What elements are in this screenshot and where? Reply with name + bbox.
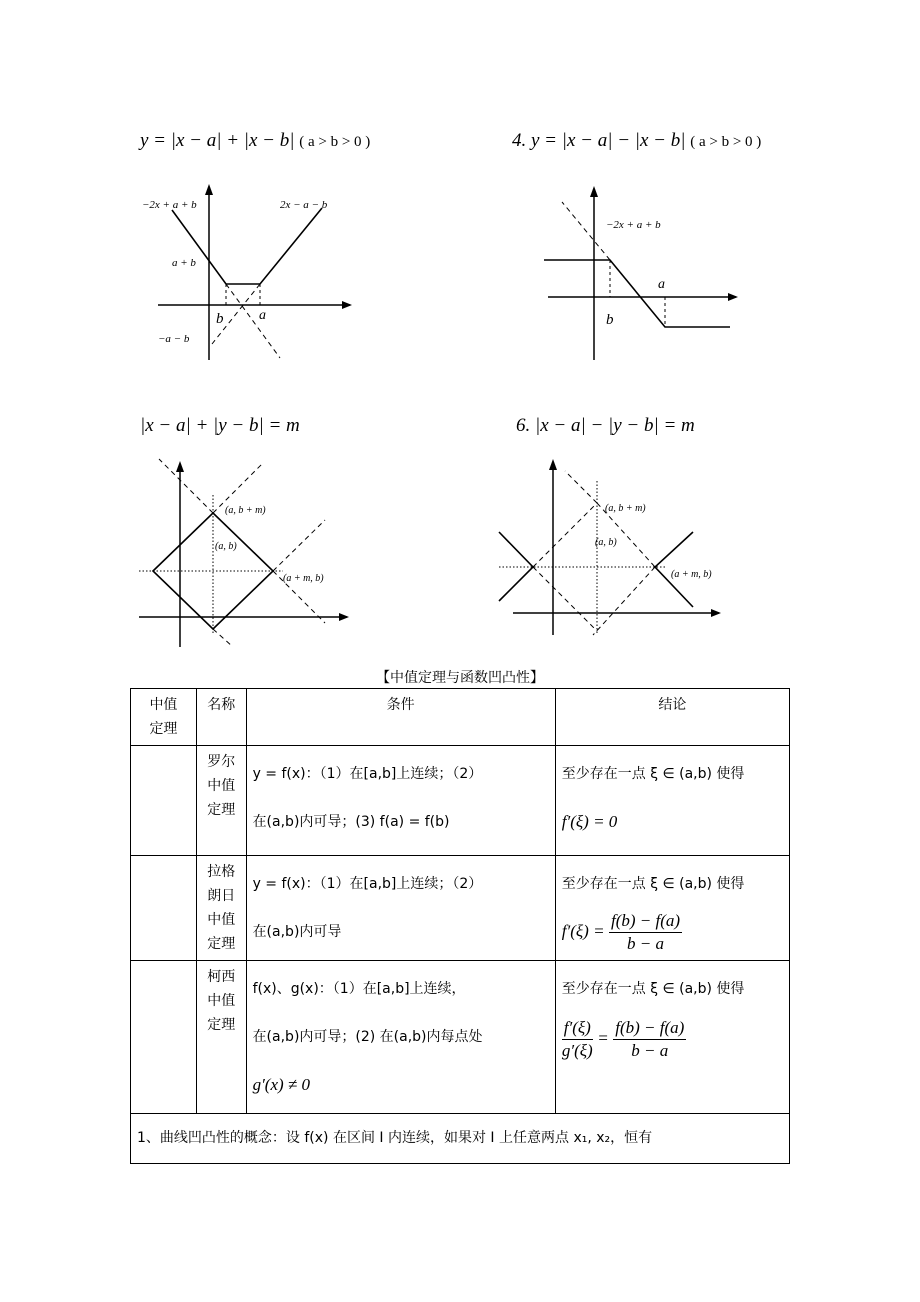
label-right-point: (a + m, b) [671, 569, 712, 580]
equation-4-condition: ( a > b > 0 ) [690, 134, 762, 150]
cauchy-cond-line2: 在(a,b)内可导；(2) 在(a,b)内每点处 [252, 1029, 483, 1045]
header-theorem: 中值 定理 [131, 689, 197, 746]
equation-4-text: 4. y = |x − a| − |x − b| [512, 130, 686, 151]
label-line: −2x + a + b [606, 219, 661, 231]
equation-5 [140, 415, 300, 437]
lagrange-denominator: b − a [627, 934, 665, 953]
table-title: 【中值定理与函数凹凸性】 [376, 670, 544, 686]
figure-6-graph [495, 455, 730, 645]
concavity-definition: 1、曲线凹凸性的概念：设 f(x) 在区间 I 内连续，如果对 I 上任意两点 x₁, x₂，恒有 [131, 1114, 790, 1164]
rolle-concl-line1: 至少存在一点 ξ ∈ (a,b) 使得 [561, 766, 745, 782]
cauchy-rhs-denominator: b − a [631, 1041, 669, 1060]
dashed-ext-1 [159, 459, 213, 513]
equation-5-text: |x − a| + |y − b| = m [140, 415, 300, 436]
x-axis-arrow [342, 301, 352, 309]
equation-6 [516, 415, 695, 437]
x-axis-arrow [711, 609, 721, 617]
header-conclusion: 结论 [555, 689, 789, 746]
graph-line [172, 208, 322, 284]
table-row-rolle [131, 746, 790, 856]
y-axis-arrow [590, 186, 598, 197]
dashed-extension-left [226, 284, 280, 358]
dashed-4 [533, 567, 597, 631]
rolle-name: 罗尔中值定理 [196, 746, 246, 856]
rolle-condition [246, 746, 555, 856]
lagrange-cond-line1: y = f(x)：（1）在[a,b]上连续；（2） [252, 876, 483, 892]
rolle-blank-cell [131, 746, 197, 856]
rolle-cond-line2: 在(a,b)内可导；(3) f(a) = f(b) [252, 814, 450, 830]
label-x-b: b [606, 312, 614, 328]
cauchy-rhs-fraction [613, 1017, 686, 1062]
lagrange-blank-cell [131, 856, 197, 961]
x-axis-arrow [339, 613, 349, 621]
figure-4-graph [540, 180, 750, 365]
cauchy-condition [246, 961, 555, 1114]
label-left-line: −2x + a + b [142, 199, 197, 211]
cauchy-conclusion [555, 961, 789, 1114]
rolle-concl-line2: f′(ξ) = 0 [561, 812, 618, 831]
table-header-row [131, 689, 790, 746]
cauchy-blank-cell [131, 961, 197, 1114]
lagrange-numerator: f(b) − f(a) [609, 910, 682, 933]
graph-line [544, 260, 730, 327]
lagrange-condition [246, 856, 555, 961]
header-name: 名称 [196, 689, 246, 746]
cauchy-lhs-numerator: f′(ξ) [562, 1017, 593, 1040]
equation-6-text: 6. |x − a| − |y − b| = m [516, 415, 695, 436]
label-top-point: (a, b + m) [605, 503, 646, 514]
table-row-cauchy [131, 961, 790, 1114]
cauchy-lhs-denominator: g′(ξ) [561, 1041, 593, 1060]
figure-3-graph [130, 180, 370, 370]
dashed-1 [533, 503, 597, 567]
table-row-lagrange [131, 856, 790, 961]
label-right-point: (a + m, b) [283, 573, 324, 584]
y-axis-arrow [176, 461, 184, 472]
label-y-upper: a + b [172, 257, 196, 269]
rolle-conclusion [555, 746, 789, 856]
lagrange-concl-line1: 至少存在一点 ξ ∈ (a,b) 使得 [561, 876, 745, 892]
dashed-extension [562, 202, 610, 260]
equation-3-condition: ( a > b > 0 ) [299, 134, 371, 150]
cauchy-name: 柯西中值定理 [196, 961, 246, 1114]
cauchy-concl-line1: 至少存在一点 ξ ∈ (a,b) 使得 [561, 981, 745, 997]
lagrange-formula [562, 910, 783, 955]
y-axis-arrow [549, 459, 557, 470]
header-condition: 条件 [246, 689, 555, 746]
cauchy-equals: = [597, 1028, 609, 1048]
lagrange-name: 拉格朗日中值定理 [196, 856, 246, 961]
dashed-3 [565, 471, 597, 503]
lagrange-cond-line2: 在(a,b)内可导 [252, 924, 342, 940]
label-top-point: (a, b + m) [225, 505, 266, 516]
lagrange-formula-lhs: f′(ξ) = [561, 921, 605, 941]
cauchy-cond-line3: g′(x) ≠ 0 [252, 1075, 310, 1094]
cauchy-formula [562, 1017, 783, 1062]
mean-value-theorem-table [130, 688, 790, 1164]
label-y-lower: −a − b [158, 333, 190, 345]
cauchy-lhs-fraction [562, 1017, 593, 1062]
y-axis-arrow [205, 184, 213, 195]
cauchy-rhs-numerator: f(b) − f(a) [613, 1017, 686, 1040]
equation-3-text: y = |x − a| + |x − b| [140, 130, 295, 151]
label-x-a: a [259, 308, 266, 323]
figure-5-graph [135, 455, 360, 650]
label-center-point: (a, b) [215, 541, 237, 552]
label-x-b: b [216, 311, 224, 327]
rolle-cond-line1: y = f(x)：（1）在[a,b]上连续；（2） [252, 766, 483, 782]
dashed-ext-3 [273, 520, 325, 571]
table-footer-row [131, 1114, 790, 1164]
label-right-line: 2x − a − b [280, 199, 328, 211]
label-x-a: a [658, 277, 665, 292]
cauchy-cond-line1: f(x)、g(x)：（1）在[a,b]上连续， [252, 981, 466, 997]
x-axis-arrow [728, 293, 738, 301]
lagrange-conclusion [555, 856, 789, 961]
dashed-5 [593, 567, 655, 635]
equation-4 [512, 130, 761, 152]
dashed-ext-5 [213, 629, 233, 647]
lagrange-fraction [609, 910, 682, 955]
label-center-point: (a, b) [595, 537, 617, 548]
equation-3 [140, 130, 370, 152]
